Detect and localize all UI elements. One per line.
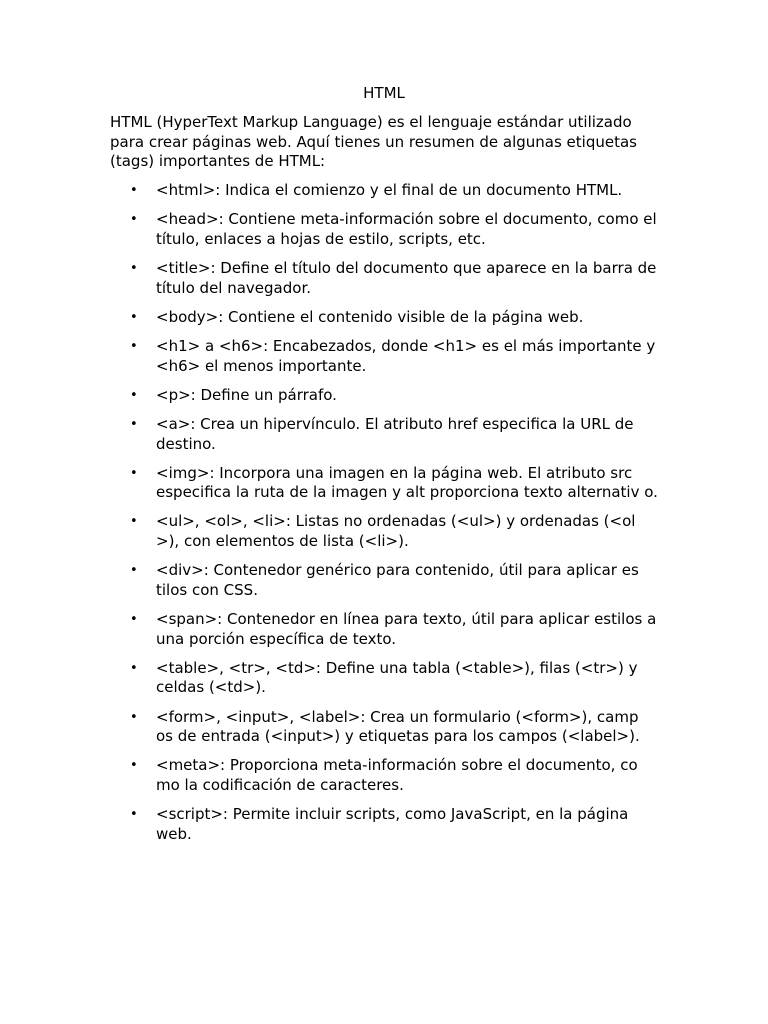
document-title: HTML: [363, 84, 405, 102]
list-item-text: <img>: Incorpora una imagen en la página web. El atributo src especifica la ruta de la imagen y alt proporciona texto alternativ o.: [156, 463, 658, 502]
list-item-text: <table>, <tr>, <td>: Define una tabla (<table>), filas (<tr>) y celdas (<td>).: [156, 658, 638, 697]
list-item: [110, 512, 660, 551]
list-item: [110, 308, 660, 328]
bullet-icon: •: [130, 260, 138, 276]
list-item: [110, 259, 660, 298]
list-item-text: <span>: Contenedor en línea para texto, útil para aplicar estilos a una porción específica de texto.: [156, 610, 657, 648]
list-item-text: <script>: Permite incluir scripts, como JavaScript, en la página web.: [156, 805, 629, 843]
bullet-icon: •: [130, 660, 138, 676]
list-item: [110, 386, 660, 406]
list-item-text: <head>: Contiene meta-información sobre el documento, como el título, enlaces a hojas de estilo, scripts, etc.: [156, 210, 657, 248]
bullet-icon: •: [130, 416, 138, 432]
list-item-text: <html>: Indica el comienzo y el final de un documento HTML.: [156, 181, 623, 199]
list-item: [110, 805, 660, 844]
tag-list: [110, 181, 660, 854]
list-item-text: <meta>: Proporciona meta-información sobre el documento, co mo la codificación de caracteres.: [156, 756, 638, 794]
list-item: [110, 181, 660, 201]
list-item-text: <h1> a <h6>: Encabezados, donde <h1> es el más importante y <h6> el menos importante.: [156, 336, 656, 375]
list-item-text: <ul>, <ol>, <li>: Listas no ordenadas (<ul>) y ordenadas (<ol >), con elementos de lista (<li>).: [156, 512, 636, 551]
bullet-icon: •: [130, 309, 138, 325]
bullet-icon: •: [130, 338, 138, 354]
bullet-icon: •: [130, 807, 138, 823]
bullet-icon: •: [130, 612, 138, 628]
list-item: [110, 659, 660, 698]
list-item-text: <a>: Crea un hipervínculo. El atributo href especifica la URL de destino.: [156, 414, 634, 453]
list-item: [110, 708, 660, 747]
list-item-text: <p>: Define un párrafo.: [156, 385, 337, 404]
list-item-text: <body>: Contiene el contenido visible de la página web.: [156, 307, 584, 326]
list-item: [110, 415, 660, 454]
list-item: [110, 561, 660, 600]
bullet-icon: •: [130, 183, 138, 198]
list-item: [110, 210, 660, 249]
list-item: [110, 756, 660, 795]
bullet-icon: •: [130, 758, 138, 774]
list-item-text: <title>: Define el título del documento que aparece en la barra de título del navegador.: [156, 258, 657, 297]
bullet-icon: •: [130, 212, 138, 228]
bullet-icon: •: [130, 514, 138, 530]
list-item: [110, 610, 660, 649]
bullet-icon: •: [130, 563, 138, 579]
list-item-text: <div>: Contenedor genérico para contenido, útil para aplicar es tilos con CSS.: [156, 561, 639, 599]
bullet-icon: •: [130, 465, 138, 481]
list-item-text: <form>, <input>, <label>: Crea un formulario (<form>), camp os de entrada (<input>) y etiquetas para los campos (<label>).: [156, 707, 640, 746]
list-item: [110, 337, 660, 376]
intro-paragraph: HTML (HyperText Markup Language) es el lenguaje estándar utilizado para crear páginas web. Aquí tienes un resumen de algunas etiquetas (tags) importantes de HTML:: [110, 113, 637, 171]
bullet-icon: •: [130, 387, 138, 403]
bullet-icon: •: [130, 709, 138, 725]
list-item: [110, 464, 660, 503]
